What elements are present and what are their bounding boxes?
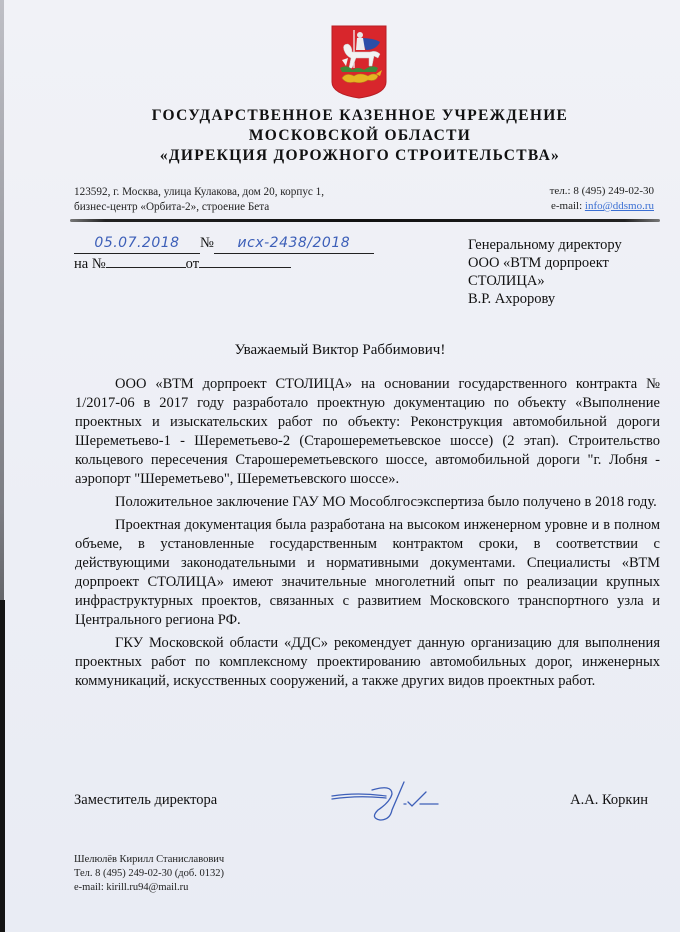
reply-row — [74, 253, 374, 273]
signatory-name: А.А. Коркин — [570, 792, 648, 808]
outgoing-date: 05.07.2018 — [74, 233, 200, 254]
body-paragraph: Положительное заключение ГАУ МО Мособлгосэкспертиза было получено в 2018 году. — [115, 494, 657, 510]
org-line: МОСКОВСКОЙ ОБЛАСТИ — [248, 127, 472, 144]
body-paragraph: ГКУ Московской области «ДДС» рекомендует данную организацию для выполнения проектных работ по комплексному проектированию автомобильных дорог, инженерных коммуникаций, искусственных сооружений, а также других видов проектных работ. — [75, 635, 660, 689]
address-line: 123592, г. Москва, улица Кулакова, дом 20, корпус 1, — [74, 186, 325, 198]
org-email-row — [550, 199, 654, 214]
executor-block — [74, 853, 224, 895]
org-address — [74, 185, 324, 215]
org-email-link[interactable]: info@ddsmo.ru — [584, 200, 654, 212]
executor-name: Шелюлёв Кирилл Станиславович — [74, 854, 225, 865]
body-paragraph: Проектная документация была разработана на высоком инженерном уровне и в полном объеме, в установленные государственным контрактом сроки, в соответствии с действующими законодательными и нормативными документами. Специалисты «ВТМ дорпроект СТОЛИЦА» имеют значительные многолетний опыт по реализации крупных инфраструктурных проектов, связанных с развитием Московского транспортного узла и Центрального региона РФ. — [75, 517, 660, 628]
letter-body — [75, 375, 660, 691]
executor-email: e-mail: kirill.ru94@mail.ru — [74, 882, 189, 893]
salutation: Уважаемый Виктор Раббимович! — [234, 342, 446, 358]
address-line: бизнес-центр «Орбита-2», строение Бета — [74, 201, 270, 213]
handwritten-signature-icon — [328, 780, 458, 826]
addressee-line: В.Р. Ахророву — [468, 291, 556, 307]
reply-from-label: от — [185, 256, 200, 272]
org-phone: тел.: 8 (495) 249-02-30 — [549, 185, 654, 197]
registration-block — [74, 233, 374, 273]
email-label: e-mail: — [550, 200, 585, 212]
org-line: ГОСУДАРСТВЕННОЕ КАЗЕННОЕ УЧРЕЖДЕНИЕ — [151, 107, 569, 124]
signatory-position: Заместитель директора — [74, 792, 218, 808]
outgoing-row — [74, 233, 374, 253]
reply-to-label: на № — [74, 256, 106, 272]
organization-name — [60, 106, 660, 166]
org-line: «ДИРЕКЦИЯ ДОРОЖНОГО СТРОИТЕЛЬСТВА» — [159, 147, 561, 164]
reply-date-blank — [199, 253, 291, 268]
header-divider — [70, 219, 660, 222]
number-label: № — [200, 235, 214, 251]
moscow-oblast-coat-of-arms-icon — [330, 24, 388, 100]
addressee-block — [468, 236, 622, 308]
executor-phone: Тел. 8 (495) 249-02-30 (доб. 0132) — [74, 868, 224, 879]
addressee-line: СТОЛИЦА» — [468, 273, 545, 289]
org-contacts — [550, 184, 654, 214]
reply-number-blank — [106, 253, 186, 268]
body-paragraph: ООО «ВТМ дорпроект СТОЛИЦА» на основании государственного контракта № 1/2017-06 в 2017 году разработало проектную документацию по объекту «Выполнение проектных и изыскательских работ по объекту: Реконструкция автомобильной дороги Шереметьево-1 - Шереметьево-2 (Старошереметьевское шоссе) (2 этап). Строительство кольцевого пересечения Старошереметьевского шоссе, автомобильной дороги "г. Лобня - аэропорт "Шереметьево", Шереметьевского шоссе». — [75, 376, 660, 487]
scan-edge-dark — [0, 600, 5, 932]
outgoing-number: исх-2438/2018 — [214, 233, 374, 254]
addressee-line: Генеральному директору — [468, 237, 622, 253]
addressee-line: ООО «ВТМ дорпроект — [468, 255, 609, 271]
